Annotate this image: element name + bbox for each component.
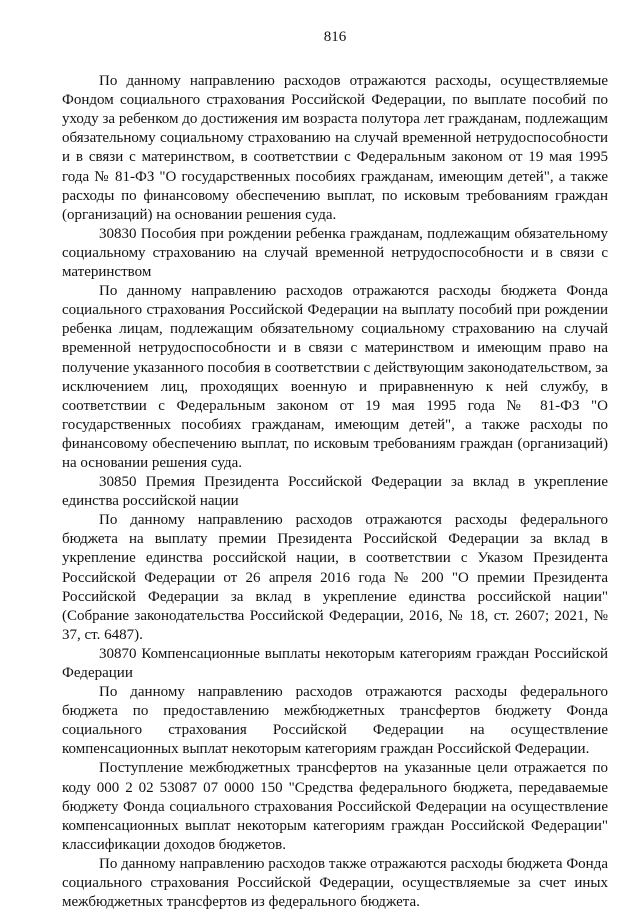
heading-30870-compensation-payments: 30870 Компенсационные выплаты некоторым категориям граждан Российской Федерации [62, 645, 608, 681]
paragraph-other-transfers: По данному направлению расходов также отражаются расходы бюджета Фонда социального страхования Российской Федерации, осуществляемые за счет иных межбюджетных трансфертов из федерального бюджета. [62, 855, 608, 911]
paragraph-transfer-income-code: Поступление межбюджетных трансфертов на указанные цели отражается по коду 000 2 02 53087 07 0000 150 "Средства федерального бюджета, передаваемые бюджету Фонда социального страхования Российской Федерации на осуществление компенсационных выплат некоторым категориям граждан Российской Федерации" классификации доходов бюджетов. [62, 760, 608, 853]
heading-30830-birth-benefits: 30830 Пособия при рождении ребенка гражданам, подлежащим обязательному социальному страхованию на случай временной нетрудоспособности и в связи с материнством [62, 225, 608, 281]
paragraph-presidential-prize-expenses: По данному направлению расходов отражаются расходы федерального бюджета на выплату премии Президента Российской Федерации за вклад в укрепление единства российской нации, в соответствии с Указом Президента Российской Федерации от 26 апреля 2016 года № 200 "О премии Президента Российской Федерации за вклад в укрепление единства российской нации" (Собрание законодательства Российской Федерации, 2016, № 18, ст. 2607; 2021, № 37, ст. 6487). [62, 512, 608, 643]
page-number: 816 [323, 29, 347, 45]
document-page [62, 28, 608, 912]
paragraph-birth-benefit-expenses: По данному направлению расходов отражаются расходы бюджета Фонда социального страхования Российской Федерации на выплату пособий при рождении ребенка лицам, подлежащим обязательному социальному страхованию на случай временной нетрудоспособности и в связи с материнством и имеющим право на получение указанного пособия в соответствии с действующим законодательством, за исключением лиц, проходящих военную и приравненную к ней службу, в соответствии с Федеральным законом от 19 мая 1995 года № 81-ФЗ "О государственных пособиях гражданам, имеющим детей", а также расходы по финансовому обеспечению выплат, по исковым требованиям граждан (организаций) на основании решения суда. [62, 283, 608, 471]
paragraph-childcare-benefit-expenses: По данному направлению расходов отражаются расходы, осуществляемые Фондом социального страхования Российской Федерации, по выплате пособий по уходу за ребенком до достижения им возраста полутора лет гражданам, подлежащим обязательному социальному страхованию на случай временной нетрудоспособности и в связи с материнством, в соответствии с Федеральным законом от 19 мая 1995 года № 81-ФЗ "О государственных пособиях гражданам, имеющим детей", а также расходы по финансовому обеспечению выплат, по исковым требованиям граждан (организаций) на основании решения суда. [62, 73, 608, 223]
heading-30850-presidential-prize: 30850 Премия Президента Российской Федерации за вклад в укрепление единства российской нации [62, 474, 608, 510]
paragraph-compensation-transfers: По данному направлению расходов отражаются расходы федерального бюджета по предоставлению межбюджетных трансфертов бюджету Фонда социального страхования Российской Федерации на осуществление компенсационных выплат некоторым категориям граждан Российской Федерации. [62, 684, 608, 758]
